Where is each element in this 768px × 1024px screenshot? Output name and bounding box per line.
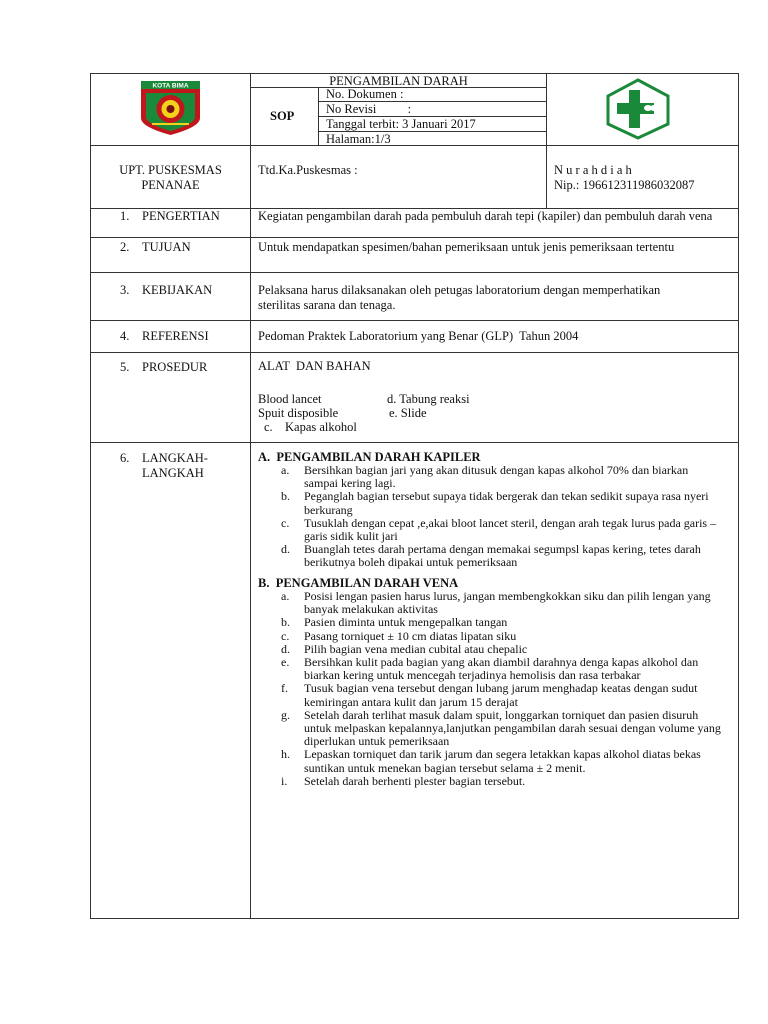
puskesmas-logo [604,78,672,140]
page-number: Halaman:1/3 [326,132,391,146]
procedure-a-title: A. PENGAMBILAN DARAH KAPILER [258,450,481,464]
list-item [281,775,721,788]
list-item [281,709,721,749]
doc-number: No. Dokumen : [326,87,404,101]
list-item [281,517,721,543]
list-text: Pasien diminta untuk mengepalkan tangan [304,615,508,630]
tool-item: e. Slide [389,406,427,420]
list-text: Lepaskan torniquet dan tarik jarum dan segera letakkan kapas alkohol diatas bekas suntikan untuk menekan bagian tersebut selama ± 2 menit. [304,747,701,775]
list-marker: i. [281,773,288,788]
list-marker: e. [281,655,290,670]
list-marker: b. [281,615,290,630]
head-nip: Nip.: 196612311986032087 [554,178,695,192]
list-text: Setelah darah terlihat masuk dalam spuit, longgarkan torniquet dan pasien disuruh untuk melpaskan kepalannya,lanjutkan pengambilan darah sesuai dengan volume yang diperlukan untuk pemeriksaan [304,707,721,749]
section-label: LANGKAH [142,466,204,480]
unit-name-line2: PENANAE [141,178,200,192]
section-number: 6. [120,451,130,465]
section-number: 2. [120,240,130,254]
list-marker: a. [281,589,290,603]
list-marker: b. [281,489,290,504]
tool-item: Kapas alkohol [285,420,357,434]
tool-marker: c. [264,420,273,434]
section-number: 1. [120,209,130,223]
list-marker: d. [281,641,290,656]
list-marker: g. [281,707,290,722]
list-item [281,490,721,516]
list-text: Peganglah bagian tersebut supaya tidak bergerak dan tekan sedikit supaya rasa nyeri berkurang [304,489,709,517]
list-marker: d. [281,542,290,557]
list-text: Buanglah tetes darah pertama dengan memakai segumpsl kapas kering, tetes darah berikutnya boleh dipakai untuk pemeriksaan [304,542,701,570]
list-text: Posisi lengan pasien harus lurus, jangan membengkokkan siku dan pilih lengan yang banyak melakukan aktivitas [304,589,711,617]
procedure-b-list [281,590,721,788]
section-text: Untuk mendapatkan spesimen/bahan pemeriksaan untuk jenis pemeriksaan tertentu [258,240,675,254]
section-number: 3. [120,283,130,297]
list-text: Tusuk bagian vena tersebut dengan lubang jarum menghadap keatas dengan sudut kemiringan antara kulit dan jarum 15 derajat [304,681,698,709]
section-text: Kegiatan pengambilan darah pada pembuluh darah tepi (kapiler) dan pembuluh darah vena [258,209,713,223]
list-marker: a. [281,463,290,477]
section-text: Pelaksana harus dilaksanakan oleh petugas laboratorium dengan memperhatikan sterilitas sarana dan tenaga. [258,283,661,312]
list-item [281,656,721,682]
section-label: REFERENSI [142,329,209,343]
city-logo [138,80,203,136]
list-marker: f. [281,681,288,696]
list-text: Pilih bagian vena median cubital atau chepalic [304,641,528,656]
issue-date: Tanggal terbit: 3 Januari 2017 [326,117,476,131]
list-item [281,464,721,490]
list-marker: c. [281,628,290,643]
section-label: LANGKAH- [142,451,208,465]
list-text: Pasang torniquet ± 10 cm diatas lipatan siku [304,628,517,643]
logo-text: KOTA BIMA [152,82,189,90]
list-item [281,543,721,569]
list-text: Tusuklah dengan cepat ,e,akai bloot lancet steril, dengan arah tegak lurus pada garis – garis sidik kulit jari [304,515,717,544]
head-name: N u r a h d i a h [554,163,632,177]
procedure-a-list [281,464,721,570]
tool-item: d. Tabung reaksi [387,392,470,406]
list-marker: c. [281,515,290,530]
list-text: Bersihkan kulit pada bagian yang akan diambil darahnya denga kapas alkohol dan biarkan kering untuk mencegah terjadinya hemolisis dan rasa terbakar [304,655,699,683]
procedure-b-title: B. PENGAMBILAN DARAH VENA [258,576,459,590]
list-text: Setelah darah berhenti plester bagian tersebut. [304,773,526,788]
sop-label: SOP [270,109,295,123]
tool-item: Spuit disposible [258,406,339,420]
list-item [281,590,721,616]
list-item [281,682,721,708]
section-number: 5. [120,360,130,374]
tool-item: Blood lancet [258,392,322,406]
section-text: Pedoman Praktek Laboratorium yang Benar (GLP) Tahun 2004 [258,329,579,343]
section-text: ALAT DAN BAHAN [258,359,371,373]
signature-label: Ttd.Ka.Puskesmas : [258,163,358,177]
revision-number: No Revisi : [326,102,412,116]
unit-name-line1: UPT. PUSKESMAS [119,163,222,177]
section-number: 4. [120,329,130,343]
section-label: PROSEDUR [142,360,208,374]
list-marker: h. [281,747,290,762]
section-label: TUJUAN [142,240,191,254]
section-label: KEBIJAKAN [142,283,213,297]
section-label: PENGERTIAN [142,209,220,223]
list-text: Bersihkan bagian jari yang akan ditusuk dengan kapas alkohol 70% dan biarkan sampai kering lagi. [304,463,689,491]
document-title: PENGAMBILAN DARAH [329,74,468,88]
list-item [281,748,721,774]
